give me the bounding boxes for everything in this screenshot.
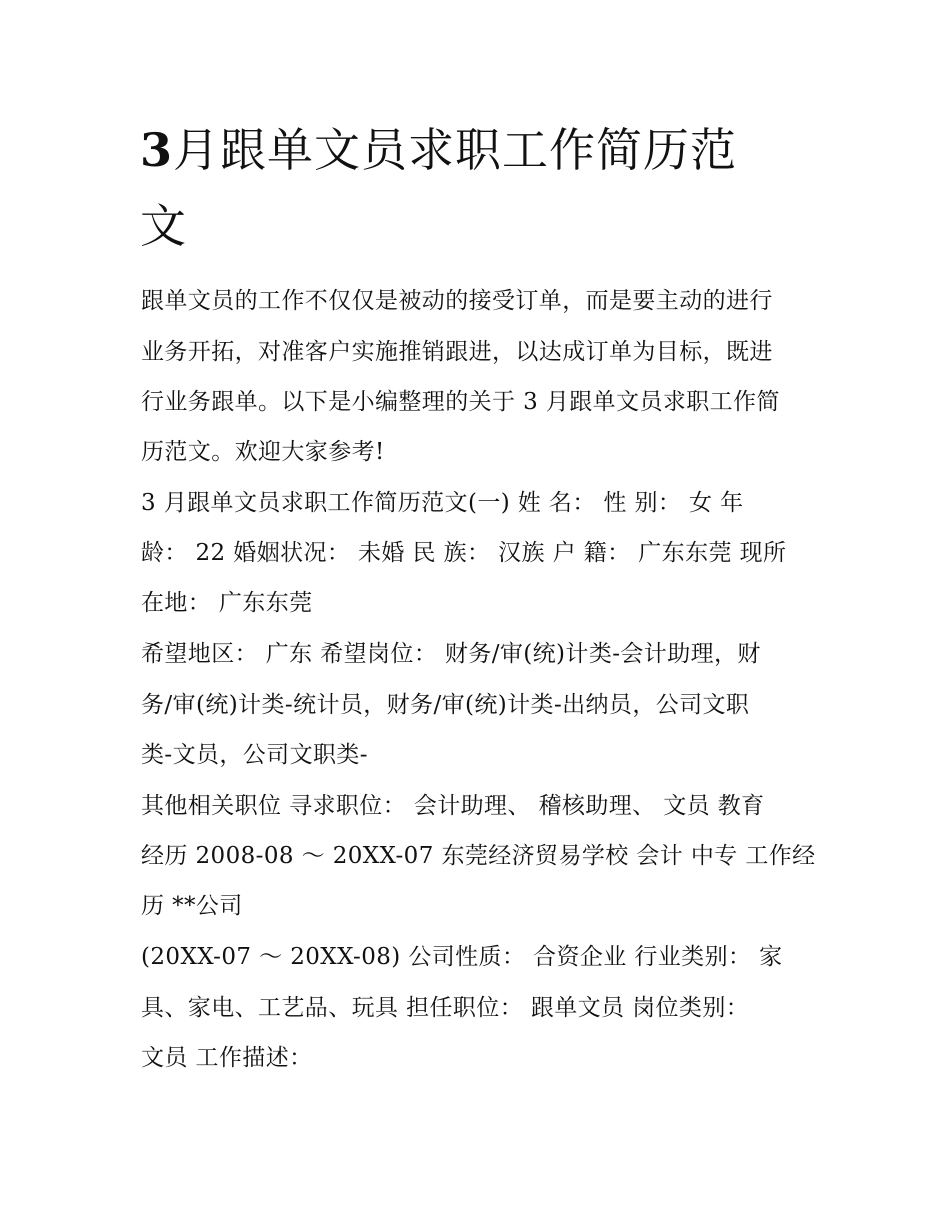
intro-line-2: 业务开拓，对准客户实施推销跟进，以达成订单为目标，既进 [141,339,773,365]
intro-line-3: 行业务跟单。以下是小编整理的关于 3 月跟单文员求职工作简 [141,389,780,415]
body-line-5: 3 月跟单文员求职工作简历范文(一) 姓 名： 性 别： 女 年 [141,490,744,516]
body-line-12: 经历 2008-08 ～ 20XX-07 东莞经济贸易学校 会计 中专 工作经 [141,843,816,869]
body-line-11: 其他相关职位 寻求职位： 会计助理、 稽核助理、 文员 教育 [141,793,765,819]
title-number: 3 [140,123,174,177]
body-line-16: 文员 工作描述： [141,1045,313,1071]
body-line-10: 类-文员，公司文职类- [141,742,368,768]
intro-line-4: 历范文。欢迎大家参考! [141,439,385,465]
body-line-6: 龄： 22 婚姻状况： 未婚 民 族： 汉族 户 籍： 广东东莞 现所 [141,540,787,566]
intro-line-1: 跟单文员的工作不仅仅是被动的接受订单，而是要主动的进行 [141,288,773,314]
body-line-13: 历 **公司 [141,893,243,919]
title-line1-text: 月跟单文员求职工作简历范 [173,123,738,177]
body-line-7: 在地： 广东东莞 [141,590,313,616]
document-title [140,112,820,264]
body-line-14: (20XX-07 ～ 20XX-08) 公司性质： 合资企业 行业类别： 家 [141,944,783,970]
body-line-9: 务/审(统)计类-统计员，财务/审(统)计类-出纳员，公司文职 [141,692,750,718]
body-line-8: 希望地区： 广东 希望岗位： 财务/审(统)计类-会计助理，财 [141,641,761,667]
title-line2-text: 文 [140,199,187,253]
body-line-15: 具、家电、工艺品、玩具 担任职位： 跟单文员 岗位类别： [141,995,750,1021]
